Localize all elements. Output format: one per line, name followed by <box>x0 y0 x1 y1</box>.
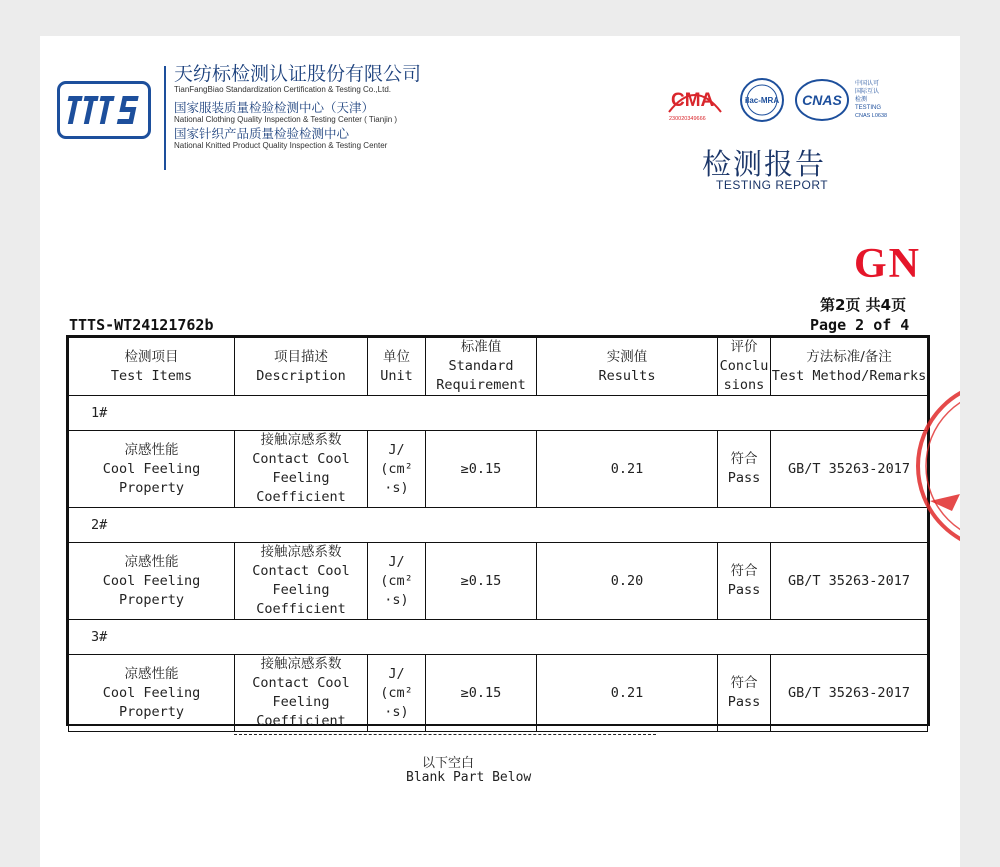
test-method: GB/T 35263-2017 <box>771 543 928 620</box>
page-number-zh: 第2页 共4页 <box>820 296 907 314</box>
blank-divider <box>234 734 656 735</box>
gn-mark: GN <box>854 241 921 287</box>
conclusion: 符合 Pass <box>718 431 771 508</box>
result-value: 0.21 <box>537 431 718 508</box>
org-name-en: TianFangBiao Standardization Certification & Testing Co.,Ltd. <box>174 84 392 94</box>
header-description: 项目描述 Description <box>235 338 368 396</box>
description: 接触凉感系数 Contact Cool Feeling Coefficient <box>235 655 368 732</box>
center1-zh: 国家服装质量检验检测中心（天津） <box>174 100 375 116</box>
sample-row <box>69 620 928 655</box>
description: 接触凉感系数 Contact Cool Feeling Coefficient <box>235 431 368 508</box>
cma-text: CMA <box>671 90 715 111</box>
header-test-items: 检测项目 Test Items <box>69 338 235 396</box>
test-item: 凉感性能 Cool Feeling Property <box>69 543 235 620</box>
sample-id: 1# <box>69 396 928 431</box>
unit: J/ (cm² ·s) <box>368 431 426 508</box>
header-results: 实测值 Results <box>537 338 718 396</box>
table-row <box>69 655 928 732</box>
test-method: GB/T 35263-2017 <box>771 655 928 732</box>
cma-seal <box>669 90 721 122</box>
table-header-row <box>69 338 928 396</box>
blank-part-zh: 以下空白 <box>422 756 475 771</box>
sample-row <box>69 396 928 431</box>
certification-seals <box>667 76 913 126</box>
ilac-seal <box>741 79 783 121</box>
ilac-text: ilac-MRA <box>744 96 780 105</box>
unit: J/ (cm² ·s) <box>368 543 426 620</box>
cnas-zh3: 检测 <box>855 96 868 103</box>
report-number: TTTS-WT24121762b <box>69 316 214 334</box>
unit: J/ (cm² ·s) <box>368 655 426 732</box>
result-value: 0.21 <box>537 655 718 732</box>
header-unit: 单位 Unit <box>368 338 426 396</box>
org-info <box>174 64 421 152</box>
header-conclusions: 评价 Conclu sions <box>718 338 771 396</box>
org-name-zh: 天纺标检测认证股份有限公司 <box>174 63 422 85</box>
table-row <box>69 543 928 620</box>
page-number-en: Page 2 of 4 <box>810 316 910 334</box>
sample-id: 2# <box>69 508 928 543</box>
org-divider <box>164 66 166 170</box>
result-value: 0.20 <box>537 543 718 620</box>
cnas-en: TESTING <box>855 105 882 111</box>
blank-part-en: Blank Part Below <box>406 770 532 785</box>
results-table <box>66 335 930 729</box>
ttts-logo <box>57 81 151 139</box>
center2-zh: 国家针织产品质量检验检测中心 <box>174 126 350 142</box>
sample-row <box>69 508 928 543</box>
ttts-logo-icon <box>64 90 144 130</box>
standard-value: ≥0.15 <box>426 543 537 620</box>
report-title-zh: 检测报告 <box>702 147 827 181</box>
standard-value: ≥0.15 <box>426 431 537 508</box>
red-stamp <box>912 376 960 556</box>
table-row <box>69 431 928 508</box>
cnas-number: CNAS L0638 <box>855 113 888 119</box>
cnas-text: CNAS <box>802 92 842 108</box>
center1-en: National Clothing Quality Inspection & Testing Center ( Tianjin ) <box>174 115 398 125</box>
sample-id: 3# <box>69 620 928 655</box>
description: 接触凉感系数 Contact Cool Feeling Coefficient <box>235 543 368 620</box>
report-title-en: TESTING REPORT <box>716 178 829 192</box>
conclusion: 符合 Pass <box>718 543 771 620</box>
cma-number: 230020349666 <box>669 116 706 122</box>
standard-value: ≥0.15 <box>426 655 537 732</box>
report-page <box>40 36 960 867</box>
test-method: GB/T 35263-2017 <box>771 431 928 508</box>
cnas-zh2: 国际互认 <box>855 88 880 95</box>
header-method: 方法标准/备注 Test Method/Remarks <box>771 338 928 396</box>
conclusion: 符合 Pass <box>718 655 771 732</box>
header-standard: 标准值 Standard Requirement <box>426 338 537 396</box>
test-item: 凉感性能 Cool Feeling Property <box>69 431 235 508</box>
center2-en: National Knitted Product Quality Inspection & Testing Center <box>174 141 388 151</box>
cnas-seal <box>796 79 887 120</box>
cnas-zh1: 中国认可 <box>855 80 880 87</box>
test-item: 凉感性能 Cool Feeling Property <box>69 655 235 732</box>
